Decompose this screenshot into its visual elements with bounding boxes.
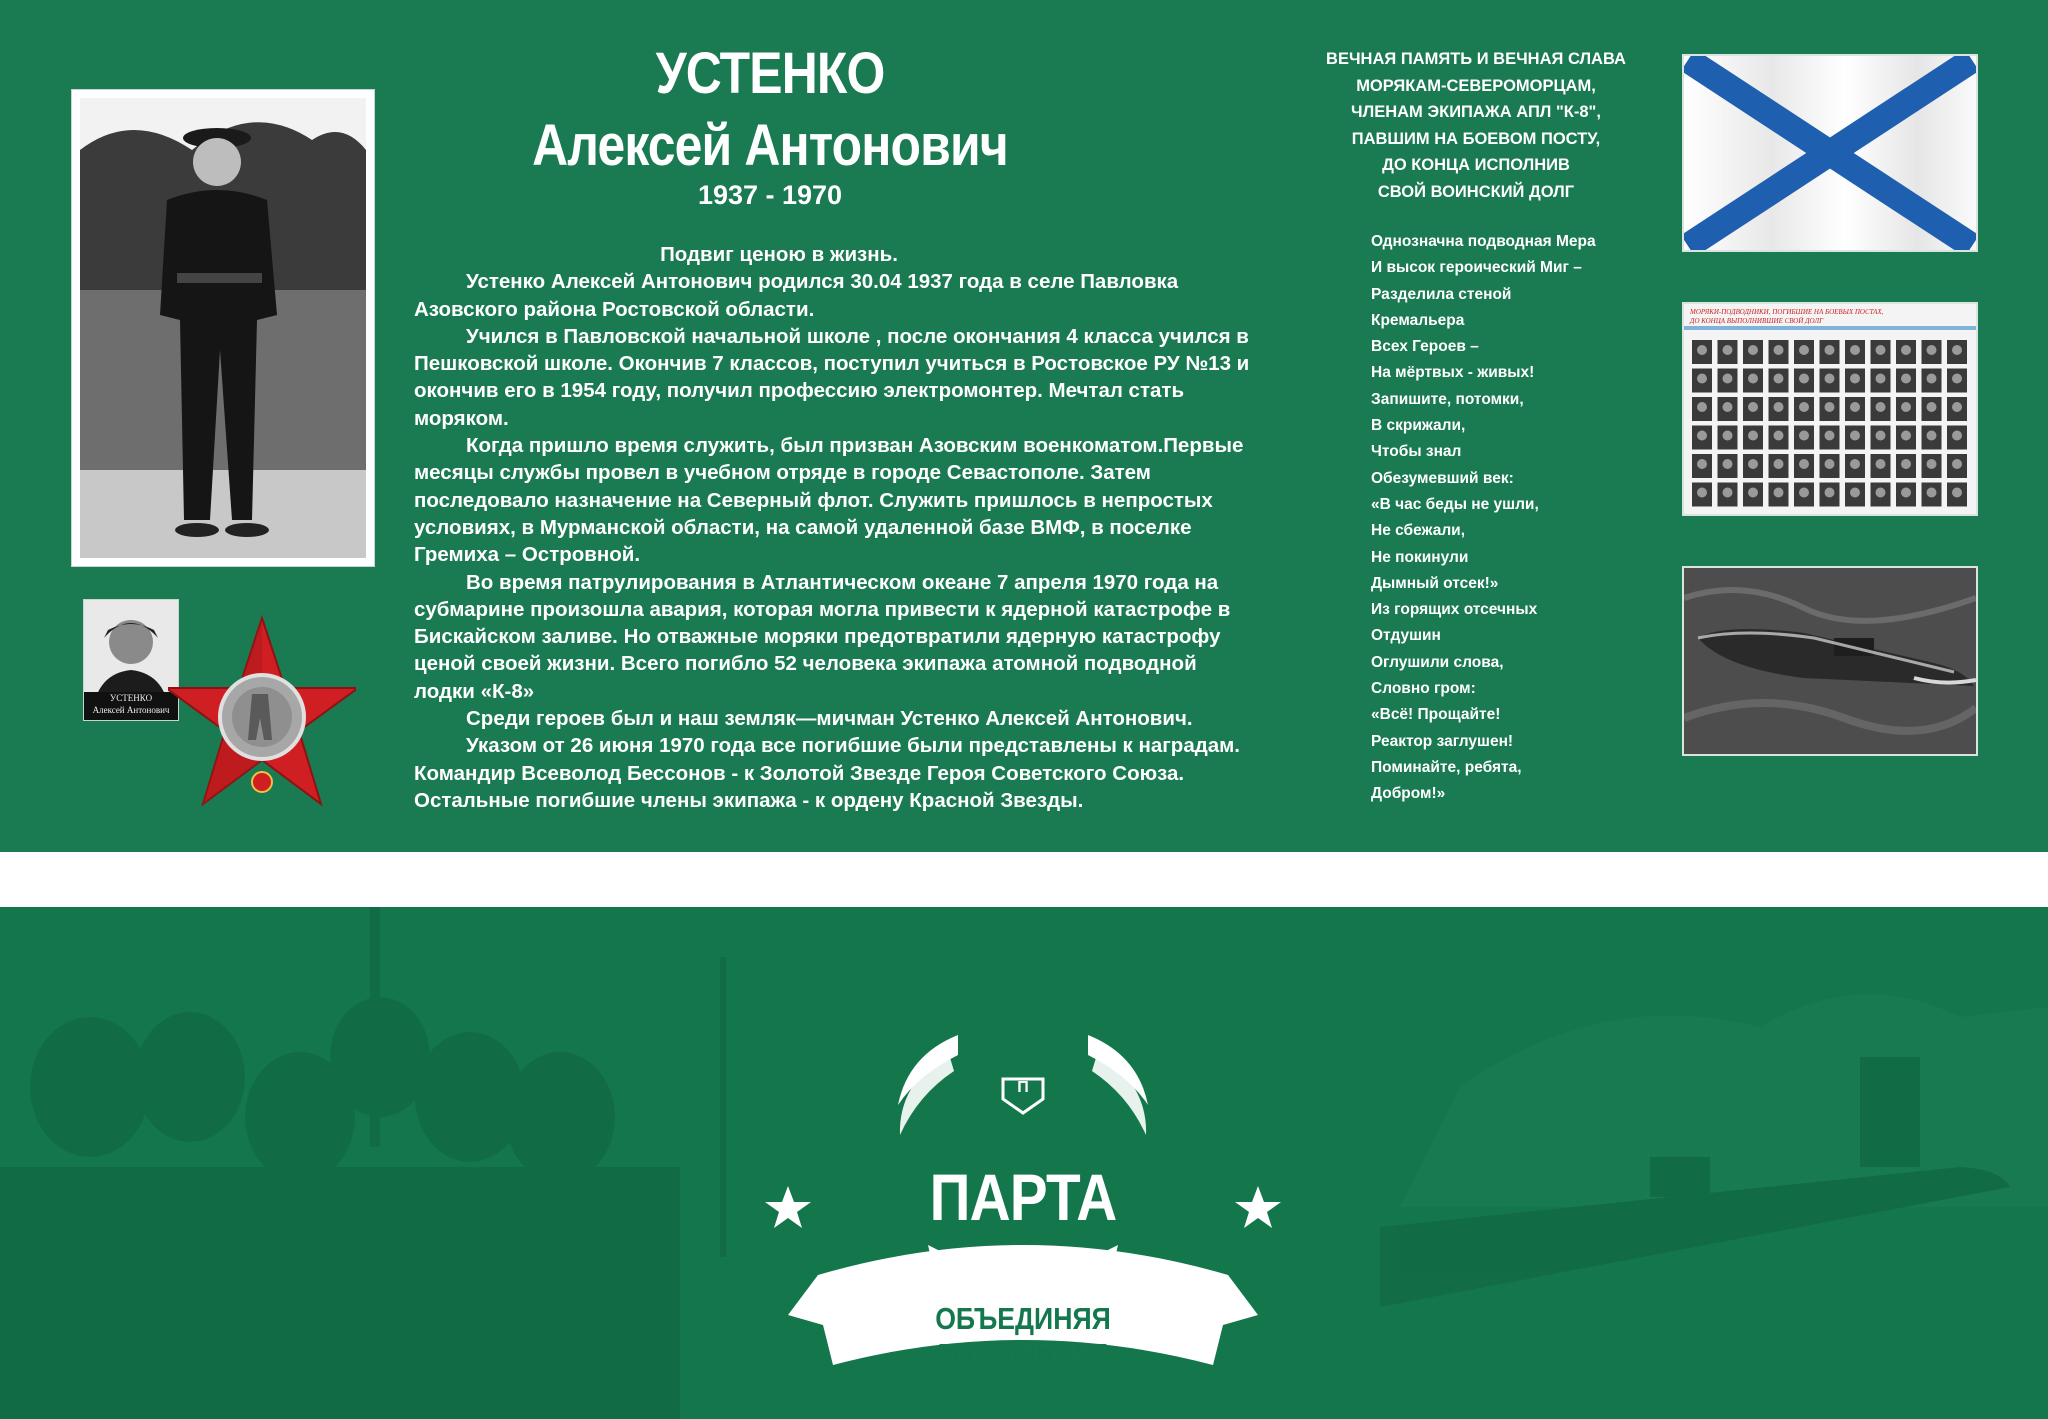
poem-line: Дымный отсек!» [1371, 574, 1499, 592]
poem-line: Реактор заглушен! [1371, 732, 1514, 750]
hero-surname: УСТЕНКО [655, 41, 885, 106]
red-star-order-icon [168, 614, 356, 810]
portrait-caption-name: Алексей Антонович [92, 705, 170, 715]
poem-line: «В час беды не ушли, [1371, 495, 1539, 513]
biography-text [414, 241, 1254, 814]
portrait-photo [84, 600, 178, 720]
sailor-photo [72, 90, 374, 566]
memorial-line: ЧЛЕНАМ ЭКИПАЖА АПЛ "К-8", [1351, 103, 1601, 121]
poem-line: Оглушили слова, [1371, 653, 1504, 671]
poem-line: Словно гром: [1371, 680, 1476, 698]
memorial-line: ПАВШИМ НА БОЕВОМ ПОСТУ, [1351, 129, 1601, 148]
memorial-line: СВОЙ ВОИНСКИЙ ДОЛГ [1377, 182, 1575, 201]
poem-line: «Всё! Прощайте! [1371, 706, 1501, 724]
naval-ensign-flag [1684, 56, 1976, 250]
biography-paragraph: Во время патрулирования в Атлантическом океане 7 апреля 1970 года на субмарине произошла авария, которая могла привести к ядерной катастрофе в Бискайском заливе. Но отважные моряки предотвратили ядерную катастрофу ценой своей жизни. Всего погибло 52 человека экипажа атомной подводной лодки «К-8» [414, 570, 1231, 703]
poem-line: Однозначна подводная Мера [1371, 233, 1596, 250]
memorial-line: МОРЯКАМ-СЕВЕРОМОРЦАМ, [1356, 76, 1596, 95]
memorial-line: ДО КОНЦА ИСПОЛНИВ [1382, 156, 1570, 174]
poem-line: Отдушин [1371, 627, 1441, 645]
poem-line: Поминайте, ребята, [1371, 758, 1522, 776]
poem-line: Разделила стеной [1371, 285, 1512, 303]
poem-line: И высок героический Миг – [1371, 259, 1582, 277]
submarine-photo [1684, 568, 1976, 754]
poem-line: Обезумевший век: [1371, 469, 1514, 487]
crew-photo-banner: МОРЯКИ-ПОДВОДНИКИ, ПОГИБШИЕ НА БОЕВЫХ ПОСТАХ, ДО КОНЦА ВЫПОЛНИВШИЕ СВОЙ ДОЛГ [1690, 308, 1884, 325]
poem-line: В скрижали, [1371, 417, 1466, 435]
logo-ribbon-text: ОБЪЕДИНЯЯ ПОКОЛЕНИЯ [935, 1301, 1111, 1372]
poem-line: Запишите, потомки, [1371, 390, 1524, 408]
biography-paragraph: Устенко Алексей Антонович родился 30.04 1937 года в селе Павловка Азовского района Ростовской области. [414, 270, 1179, 321]
portrait-caption-surname: УСТЕНКО [109, 693, 153, 703]
logo-title: ПАРТА ГЕРОЯ [929, 1160, 1117, 1310]
poem-line: Чтобы знал [1371, 443, 1462, 461]
poem-line: Не покинули [1371, 548, 1469, 566]
hero-full-name: Алексей Антонович [532, 113, 1008, 178]
poem-line: Из горящих отсечных [1371, 601, 1538, 619]
biography-paragraph: Указом от 26 июня 1970 года все погибшие были представлены к наградам. Командир Всеволод Бессонов - к Золотой Звезде Героя Советского Союза. Остальные погибшие члены экипажа - к ордену Красной Звезды. [414, 734, 1241, 812]
biography-paragraph: Среди героев был и наш земляк—мичман Устенко Алексей Антонович. [466, 707, 1193, 731]
biography-paragraph: Учился в Павловской начальной школе , после окончания 4 класса учился в Пешковской школе. Окончив 7 классов, поступил учиться в Ростовское РУ №13 и окончив его в 1954 году, получил профессию электромонтер. Мечтал стать моряком. [414, 324, 1250, 430]
biography-heading: Подвиг ценою в жизнь. [660, 243, 898, 266]
parta-geroya-logo [758, 995, 1288, 1395]
poem-line: Не сбежали, [1371, 522, 1466, 540]
crew-photo-collage [1684, 304, 1976, 514]
logo-banner [0, 907, 2048, 1419]
poem-line: Кремальера [1371, 311, 1465, 329]
poem-line: Всех Героев – [1371, 338, 1479, 356]
poem-line: На мёртвых - живых! [1371, 364, 1535, 382]
poem-line: Добром!» [1371, 785, 1446, 803]
poem [1371, 229, 1671, 808]
memorial-dedication [1296, 46, 1656, 205]
hero-years: 1937 - 1970 [697, 180, 843, 210]
logo-badge-letter: П [1017, 1079, 1029, 1096]
memorial-line: ВЕЧНАЯ ПАМЯТЬ И ВЕЧНАЯ СЛАВА [1326, 50, 1626, 68]
biography-paragraph: Когда пришло время служить, был призван Азовским военкоматом.Первые месяцы службы провел в учебном отряде в городе Севастополе. Затем последовало назначение на Северный флот. Служить пришлось в непростых условиях, в Мурманской области, на самой удаленной базе ВМФ, в поселке Гремиха – Островной. [414, 434, 1244, 567]
